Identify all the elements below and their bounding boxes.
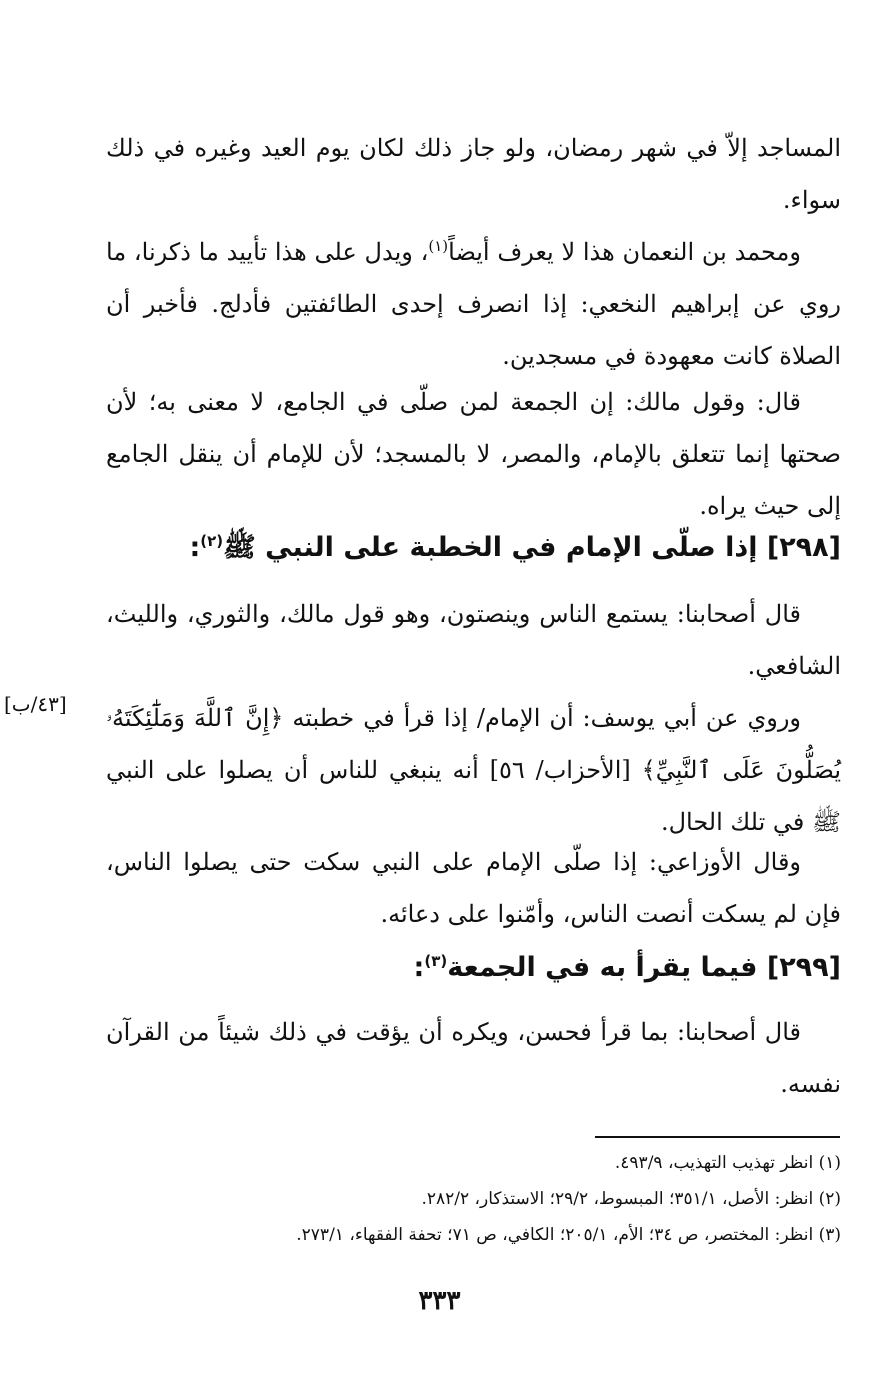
footnote-ref-3: (٣) <box>424 952 448 970</box>
section-title-298: إذا صلّى الإمام في الخطبة على النبي ﷺ <box>223 532 758 563</box>
footnote-separator <box>595 1136 840 1138</box>
paragraph-6-block <box>106 836 841 940</box>
page-number: ٣٣٣ <box>418 1286 461 1316</box>
footnote-number: (١) <box>818 1153 841 1173</box>
footnote-ref-2: (٢) <box>200 532 224 550</box>
paragraph-5-block <box>106 692 841 848</box>
paragraph-7-block <box>106 1006 841 1110</box>
section-heading-298 <box>106 526 841 570</box>
paragraph-4-block <box>106 588 841 692</box>
paragraph-6: وقال الأوزاعي: إذا صلّى الإمام على النبي سكت حتى يصلوا الناس، فإن لم يسكت أنصت الناس، وأمّنوا على دعائه. <box>106 848 841 928</box>
section-heading-299 <box>106 946 841 990</box>
paragraph-2 <box>106 226 841 382</box>
paragraph-5: وروي عن أبي يوسف: أن الإمام/ إذا قرأ في خطبته ﴿إِنَّ ٱللَّهَ وَمَلَٰٓئِكَتَهُۥ يُصَلُّونَ عَلَى ٱلنَّبِيِّ﴾ [الأحزاب/ ٥٦] أنه ينبغي للناس أن يصلوا على النبي ﷺ في تلك الحال. <box>106 704 841 836</box>
heading-colon: : <box>189 532 201 563</box>
section-number-299: [٢٩٩] <box>766 952 841 983</box>
footnote-text: انظر: المختصر، ص ٣٤؛ الأم، ٢٠٥/١؛ الكافي، ص ٧١؛ تحفة الفقهاء، ٢٧٣/١. <box>296 1225 814 1245</box>
footnote-ref-1: (١) <box>428 237 449 255</box>
footnote-text: انظر تهذيب التهذيب، ٤٩٣/٩. <box>614 1153 814 1173</box>
paragraph-7: قال أصحابنا: بما قرأ فحسن، ويكره أن يؤقت في ذلك شيئاً من القرآن نفسه. <box>106 1018 841 1098</box>
marginal-folio-note: [٤٣/ب] <box>4 692 67 716</box>
footnote-number: (٢) <box>818 1189 841 1209</box>
footnote-number: (٣) <box>818 1225 841 1245</box>
footnote-2 <box>106 1186 841 1212</box>
paragraph-2-start: ومحمد بن النعمان هذا لا يعرف أيضاً <box>448 238 801 266</box>
heading-colon: : <box>413 952 425 983</box>
paragraph-2-block <box>106 226 841 382</box>
footnote-text: انظر: الأصل، ٣٥١/١؛ المبسوط، ٢٩/٢؛ الاستذكار، ٢٨٢/٢. <box>421 1189 814 1209</box>
paragraph-1: المساجد إلاّ في شهر رمضان، ولو جاز ذلك لكان يوم العيد وغيره في ذلك سواء. <box>106 134 841 214</box>
paragraph-3: قال: وقول مالك: إن الجمعة لمن صلّى في الجامع، لا معنى به؛ لأن صحتها إنما تتعلق بالإمام، والمصر، لا بالمسجد؛ لأن للإمام أن ينقل الجامع إلى حيث يراه. <box>106 388 841 520</box>
footnote-3 <box>106 1222 841 1248</box>
section-title-299: فيما يقرأ به في الجمعة <box>447 952 758 983</box>
paragraph-4: قال أصحابنا: يستمع الناس وينصتون، وهو قول مالك، والثوري، والليث، الشافعي. <box>106 600 841 680</box>
footnote-1 <box>106 1150 841 1176</box>
paragraph-1-block <box>106 122 841 226</box>
section-number-298: [٢٩٨] <box>766 532 841 563</box>
paragraph-2-rest: ، ويدل على هذا تأييد ما ذكرنا، ما روي عن إبراهيم النخعي: إذا انصرف إحدى الطائفتين فأدلج. فأخبر أن الصلاة كانت معهودة في مسجدين. <box>106 238 841 370</box>
paragraph-3-block <box>106 376 841 532</box>
